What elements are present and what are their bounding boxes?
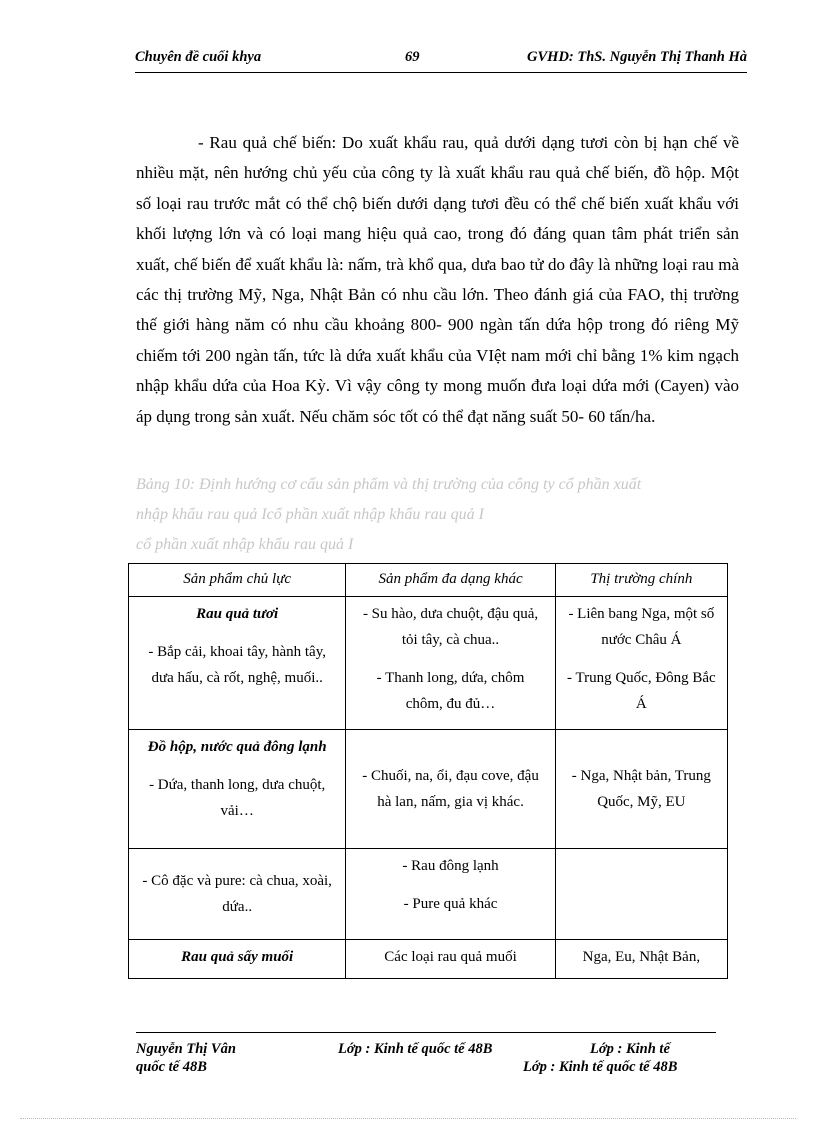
caption-line-3: cổ phần xuất nhập khẩu rau quả I [136, 536, 354, 553]
table-cell [555, 940, 727, 979]
footer-divider [136, 1032, 716, 1033]
footer-class: Lớp : Kinh tế quốc tế 48B [338, 1041, 493, 1057]
body-paragraph: - Rau quả chế biến: Do xuất khẩu rau, quả dưới dạng tươi còn bị hạn chế về nhiều mặt, nên hướng chủ yếu của công ty là xuất khẩu rau quả chế biến, đồ hộp. Một số loại rau trước mắt có thể chộ biến dưới dạng tươi đều có thể chế biến xuất khẩu với khối lượng lớn và có loại mang hiệu quả cao, trong đó đáng quan tâm phát triển sản xuất, chế biến để xuất khẩu là: nấm, trà khổ qua, dưa bao tử do đây là những loại rau mà các thị trường Mỹ, Nga, Nhật Bản có nhu cầu lớn. Theo đánh giá của FAO, thị trường thế giới hàng năm có nhu cầu khoảng 800- 900 ngàn tấn dứa hộp trong đó riêng Mỹ chiếm tới 200 ngàn tấn, tức là dứa xuất khẩu của VIệt nam mới chỉ bằng 1% kim ngạch nhập khẩu dứa của Hoa Kỳ. Vì vậy công ty mong muốn đưa loại dứa mới (Cayen) vào áp dụng trong sản xuất. Nếu chăm sóc tốt có thể đạt năng suất 50- 60 tấn/ha. [136, 133, 739, 426]
cell-text: - Liên bang Nga, một số nước Châu Á [568, 606, 715, 648]
cell-text: - Bắp cải, khoai tây, hành tây, dưa hấu, cà rốt, nghệ, muối.. [148, 644, 326, 686]
page-header [135, 49, 747, 71]
table-row [129, 940, 728, 979]
table-cell [555, 597, 727, 730]
category-title: Rau quả sấy muối [181, 949, 294, 965]
page-number: 69 [405, 49, 420, 65]
cell-text: - Nga, Nhật bản, Trung Quốc, Mỹ, EU [571, 768, 711, 810]
table-cell [346, 940, 555, 979]
table-row [129, 730, 728, 849]
table-cell [346, 597, 555, 730]
table-caption [136, 470, 736, 560]
page-bottom-border [20, 1118, 796, 1119]
table-cell [346, 730, 555, 849]
cell-text: - Su hào, dưa chuột, đậu quả, tỏi tây, cà chua.. [362, 606, 539, 648]
table-cell [555, 849, 727, 940]
header-supervisor: GVHD: ThS. Nguyễn Thị Thanh Hà [527, 49, 747, 65]
footer-author-cont: quốc tế 48B [136, 1059, 207, 1075]
header-divider [135, 72, 747, 73]
table-row [129, 849, 728, 940]
header-other-products: Sản phẩm đa dạng khác [346, 564, 555, 597]
footer-class-2: Lớp : Kinh tế [590, 1041, 670, 1057]
table-cell [129, 597, 346, 730]
table-cell [346, 849, 555, 940]
category-title: Rau quả tươi [196, 606, 279, 622]
cell-text: - Chuối, na, ổi, đạu cove, đậu hà lan, nấm, gia vị khác. [362, 768, 539, 810]
cell-text: - Rau đông lạnh [402, 858, 499, 874]
table-cell [129, 849, 346, 940]
footer-author: Nguyễn Thị Vân [136, 1041, 236, 1057]
table-cell [555, 730, 727, 849]
caption-line-1: Bảng 10: Định hướng cơ cấu sản phẩm và thị trường của công ty cổ phần xuất [136, 476, 642, 493]
cell-text: - Trung Quốc, Đông Bắc Á [566, 670, 716, 712]
cell-text: Nga, Eu, Nhật Bản, [582, 949, 701, 965]
caption-line-2: nhập khẩu rau quả Icổ phần xuất nhập khẩu rau quả I [136, 506, 484, 523]
table-header-row [129, 564, 728, 597]
header-title: Chuyên đề cuối khya [135, 49, 262, 65]
table-cell [129, 940, 346, 979]
product-market-table [128, 563, 728, 979]
cell-text: - Dứa, thanh long, dưa chuột, vải… [149, 777, 326, 819]
footer-class-3: Lớp : Kinh tế quốc tế 48B [523, 1059, 678, 1075]
header-main-markets: Thị trường chính [555, 564, 727, 597]
cell-text: Các loại rau quả muối [384, 949, 517, 965]
cell-text: - Thanh long, dứa, chôm chôm, đu đủ… [376, 670, 525, 712]
cell-text: - Pure quả khác [403, 896, 498, 912]
table-cell [129, 730, 346, 849]
header-main-products: Sản phẩm chủ lực [129, 564, 346, 597]
cell-text: - Cô đặc và pure: cà chua, xoài, dứa.. [142, 873, 332, 915]
table-row [129, 597, 728, 730]
category-title: Đồ hộp, nước quả đông lạnh [147, 739, 327, 755]
